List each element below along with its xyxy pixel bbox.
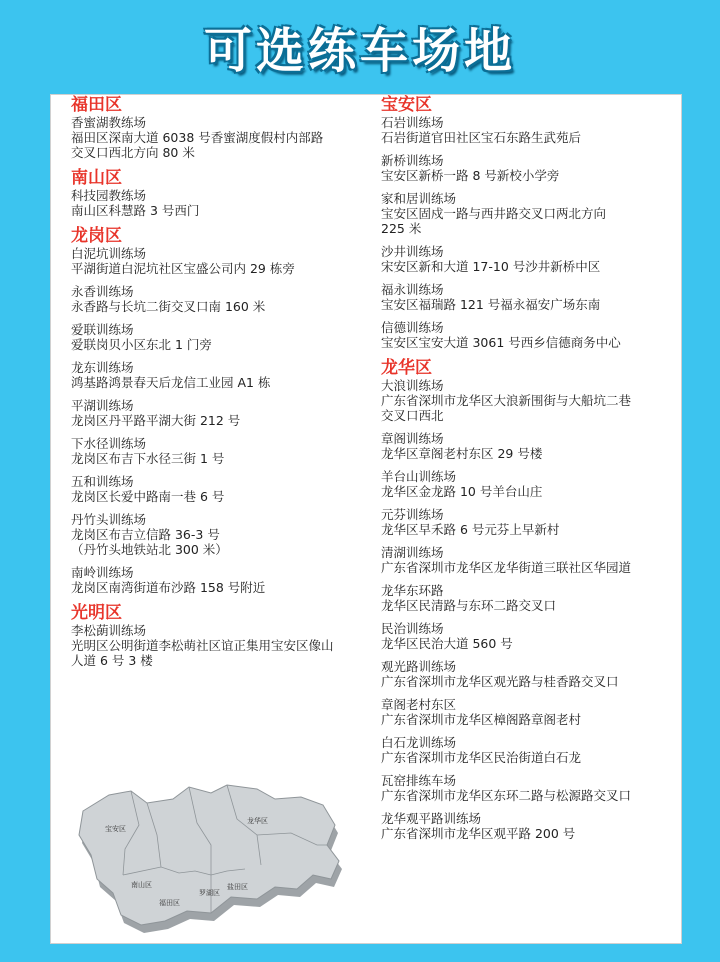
venue-address: 龙华区民清路与东环二路交叉口	[381, 598, 557, 613]
venue-address: 龙华区金龙路 10 号羊台山庄	[381, 484, 543, 499]
venue-name: 科技园教练场	[71, 188, 147, 203]
venue-name: 白石龙训练场	[381, 735, 457, 750]
map-land	[79, 785, 339, 925]
venue-item	[381, 659, 676, 689]
venue-name: 瓦窑排练车场	[381, 773, 457, 788]
district-heading: 龙华区	[381, 358, 432, 378]
venue-item	[381, 545, 676, 575]
map-label-longhua: 龙华区	[247, 817, 268, 825]
venue-name: 沙井训练场	[381, 244, 444, 259]
venue-address: 龙华区章阁老村东区 29 号楼	[381, 446, 543, 461]
map-label-nanshan: 南山区	[131, 881, 152, 889]
venue-address: 宝安区宝安大道 3061 号西乡信德商务中心	[381, 335, 621, 350]
venue-item	[71, 512, 371, 557]
district-heading: 龙岗区	[71, 226, 122, 246]
venue-address: 广东省深圳市龙华区民治街道白石龙	[381, 750, 582, 765]
venue-address: 宝安区福瑞路 121 号福永福安广场东南	[381, 297, 601, 312]
venue-name: 民治训练场	[381, 621, 444, 636]
page-title: 可选练车场地	[203, 22, 516, 79]
venue-name: 信德训练场	[381, 320, 444, 335]
right-column	[381, 95, 676, 849]
venue-item	[381, 735, 676, 765]
venue-name: 家和居训练场	[381, 191, 457, 206]
venue-address: 平湖街道白泥坑社区宝盛公司内 29 栋旁	[71, 261, 295, 276]
district-heading: 光明区	[71, 603, 122, 623]
venue-address: 光明区公明街道李松萌社区谊正集用宝安区像山 人道 6 号 3 楼	[71, 638, 334, 668]
venue-item	[381, 469, 676, 499]
venue-name: 南岭训练场	[71, 565, 134, 580]
district-heading: 福田区	[71, 95, 122, 115]
venue-name: 平湖训练场	[71, 398, 134, 413]
venue-address: 广东省深圳市龙华区观光路与桂香路交叉口	[381, 674, 619, 689]
venue-item	[71, 284, 371, 314]
venue-address: 广东省深圳市龙华区观平路 200 号	[381, 826, 576, 841]
map-label-luohu: 罗湖区	[199, 889, 220, 897]
venue-name: 大浪训练场	[381, 378, 444, 393]
venue-address: 宝安区新桥一路 8 号新校小学旁	[381, 168, 560, 183]
map-label-baoan: 宝安区	[105, 825, 126, 833]
venue-item	[71, 115, 371, 160]
venue-address: 龙岗区南湾街道布沙路 158 号附近	[71, 580, 266, 595]
venue-name: 龙华观平路训练场	[381, 811, 482, 826]
venue-name: 龙华东环路	[381, 583, 444, 598]
venue-item	[381, 507, 676, 537]
venue-name: 李松蓢训练场	[71, 623, 147, 638]
venue-name: 新桥训练场	[381, 153, 444, 168]
venue-address: 广东省深圳市龙华区东环二路与松源路交叉口	[381, 788, 632, 803]
shenzhen-map	[61, 775, 351, 935]
venue-address: 永香路与长坑二街交叉口南 160 米	[71, 299, 266, 314]
venue-name: 福永训练场	[381, 282, 444, 297]
district-heading: 南山区	[71, 168, 122, 188]
venue-list-card	[50, 94, 682, 944]
map-label-futian: 福田区	[159, 899, 180, 907]
venue-name: 石岩训练场	[381, 115, 444, 130]
venue-address: 广东省深圳市龙华区樟阁路章阁老村	[381, 712, 582, 727]
venue-address: 龙岗区布吉立信路 36-3 号 （丹竹头地铁站北 300 米）	[71, 527, 228, 557]
venue-item	[71, 474, 371, 504]
venue-item	[71, 565, 371, 595]
venue-item	[381, 621, 676, 651]
venue-address: 爱联岗贝小区东北 1 门旁	[71, 337, 212, 352]
venue-item	[381, 153, 676, 183]
venue-name: 香蜜湖教练场	[71, 115, 147, 130]
venue-item	[71, 360, 371, 390]
venue-name: 永香训练场	[71, 284, 134, 299]
venue-name: 元芬训练场	[381, 507, 444, 522]
venue-name: 龙东训练场	[71, 360, 134, 375]
venue-item	[381, 115, 676, 145]
venue-name: 章阁训练场	[381, 431, 444, 446]
venue-address: 龙岗区长爱中路南一巷 6 号	[71, 489, 225, 504]
venue-address: 福田区深南大道 6038 号香蜜湖度假村内部路 交叉口西北方向 80 米	[71, 130, 324, 160]
venue-name: 爱联训练场	[71, 322, 134, 337]
venue-address: 石岩街道官田社区宝石东路生武苑后	[381, 130, 582, 145]
venue-address: 广东省深圳市龙华区龙华街道三联社区华园道	[381, 560, 632, 575]
venue-address: 龙华区早禾路 6 号元芬上早新村	[381, 522, 560, 537]
venue-item	[71, 623, 371, 668]
venue-item	[71, 322, 371, 352]
venue-name: 羊台山训练场	[381, 469, 457, 484]
venue-address: 龙岗区丹平路平湖大街 212 号	[71, 413, 241, 428]
venue-name: 观光路训练场	[381, 659, 457, 674]
venue-address: 龙岗区布吉下水径三街 1 号	[71, 451, 225, 466]
venue-address: 宝安区固戍一路与西井路交叉口两北方向 225 米	[381, 206, 607, 236]
venue-item	[381, 811, 676, 841]
venue-address: 宋安区新和大道 17-10 号沙井新桥中区	[381, 259, 601, 274]
map-label-yantian: 盐田区	[227, 883, 248, 891]
venue-item	[381, 320, 676, 350]
venue-address: 龙华区民治大道 560 号	[381, 636, 513, 651]
venue-item	[71, 188, 371, 218]
venue-item	[381, 191, 676, 236]
venue-name: 丹竹头训练场	[71, 512, 147, 527]
venue-item	[71, 398, 371, 428]
venue-item	[381, 431, 676, 461]
left-column	[71, 95, 371, 676]
title-banner	[0, 0, 720, 92]
venue-name: 下水径训练场	[71, 436, 147, 451]
venue-item	[381, 773, 676, 803]
venue-item	[381, 244, 676, 274]
venue-item	[71, 246, 371, 276]
district-heading: 宝安区	[381, 95, 432, 115]
venue-address: 广东省深圳市龙华区大浪新围街与大船坑二巷 交叉口西北	[381, 393, 632, 423]
venue-item	[381, 378, 676, 423]
venue-address: 鸿基路鸿景春天后龙信工业园 A1 栋	[71, 375, 271, 390]
venue-name: 五和训练场	[71, 474, 134, 489]
venue-address: 南山区科慧路 3 号西门	[71, 203, 200, 218]
venue-name: 白泥坑训练场	[71, 246, 147, 261]
venue-item	[381, 282, 676, 312]
venue-name: 清湖训练场	[381, 545, 444, 560]
venue-name: 章阁老村东区	[381, 697, 457, 712]
venue-item	[381, 583, 676, 613]
venue-item	[71, 436, 371, 466]
venue-item	[381, 697, 676, 727]
